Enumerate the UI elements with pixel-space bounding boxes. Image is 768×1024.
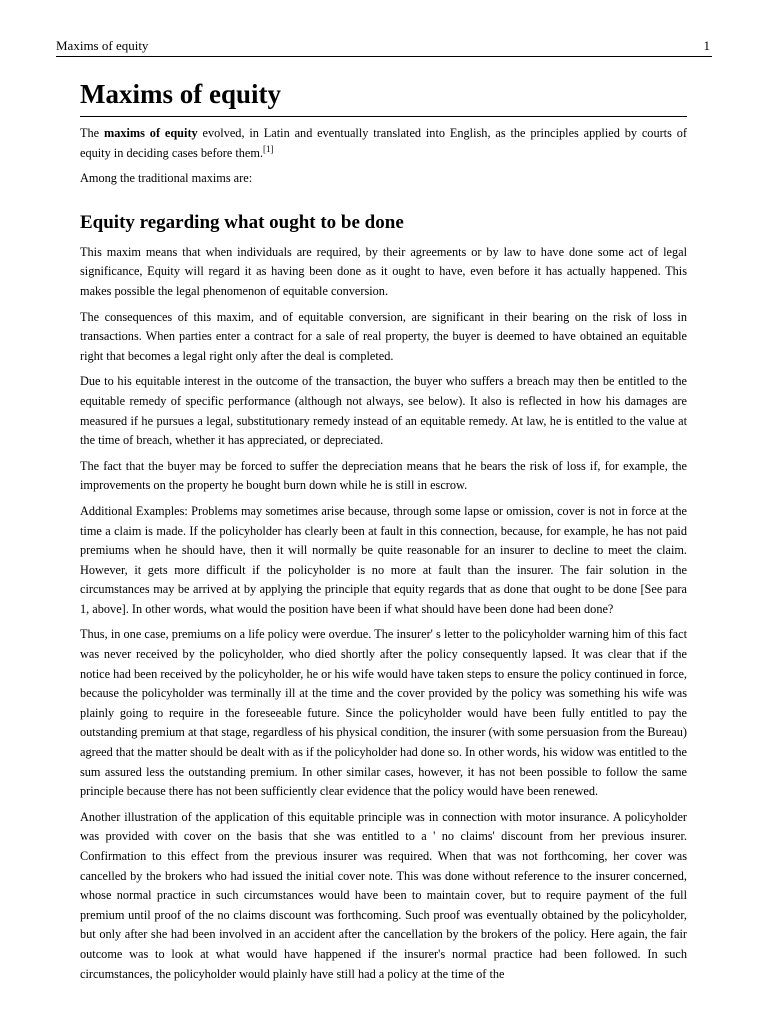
body-paragraph: The fact that the buyer may be forced to suffer the depreciation means that he bears the risk of loss if, for example, the improvements on the property he bought burn down while he is still in escrow.: [80, 458, 687, 493]
body-paragraph: The consequences of this maxim, and of equitable conversion, are significant in their bearing on the risk of loss in transactions. When parties enter a contract for a sale of real property, the buyer is deemed to have obtained an equitable right that becomes a legal right only after the deal is completed.: [80, 309, 687, 363]
intro-text: evolved, in Latin and eventually translated into English, as the principles applied by courts of equity in deciding cases before them.: [80, 126, 687, 160]
intro-paragraph: [80, 124, 687, 163]
section-heading: Equity regarding what ought to be done: [80, 211, 404, 233]
intro-paragraph-2: Among the traditional maxims are:: [80, 171, 253, 186]
intro-prefix: The: [80, 126, 104, 140]
page-title: Maxims of equity: [80, 76, 687, 117]
body-paragraph: Thus, in one case, premiums on a life policy were overdue. The insurer' s letter to the policyholder warning him of this fact was never received by the policyholder, who died shortly after the policy consequently lapsed. It was clear that if the notice had been received by the policyholder, he or his wife would have taken steps to ensure the policy continued in force, because the policyholder was terminally ill at the time and the cover provided by the policy was something his wife was plainly going to require in the foreseeable future. Since the policyholder would have been fully entitled to pay the outstanding premium at that stage, regardless of his physical condition, the insurer (with some persuasion from the Bureau) agreed that the matter should be dealt with as if the policyholder had done so. In other words, his widow was entitled to the sum assured less the outstanding premium. In other similar cases, however, it has not been possible to follow the same principle because there has not been sufficiently clear evidence that the policy would have been renewed.: [80, 627, 687, 799]
running-title: Maxims of equity: [56, 38, 149, 53]
body-paragraph: Due to his equitable interest in the outcome of the transaction, the buyer who suffers a breach may then be entitled to the equitable remedy of specific performance (although not always, see below). It also is reflected in how his damages are measured if he pursues a legal, substitutionary remedy instead of an equitable remedy. At law, he is entitled to the value at the time of breach, whether it has appreciated, or depreciated.: [80, 374, 687, 448]
citation-link[interactable]: [1]: [263, 143, 274, 154]
body-paragraph: Additional Examples: Problems may sometimes arise because, through some lapse or omission, cover is not in force at the time a claim is made. If the policyholder has clearly been at fault in this connection, because, for example, he has not paid premiums when he should have, then it will normally be quite reasonable for an insurer to decline to meet the claim. However, it gets more difficult if the policyholder is no more at fault than the insurer. The fair solution in the circumstances may be arrived at by applying the principle that equity regards that as done that ought to be done [See para 1, above]. In other words, what would the position have been if what should have been done had been done?: [80, 503, 687, 616]
body-paragraph: Another illustration of the application of this equitable principle was in connection with motor insurance. A policyholder was provided with cover on the basis that she was entitled to a ' no claims' discount from her previous insurer. Confirmation to this effect from the previous insurer was required. When that was not forthcoming, her cover was cancelled by the brokers who had issued the initial cover note. This was done without reference to the insurer concerned, whose normal practice in such circumstances would have been to maintain cover, but to require payment of the full premium until proof of the no claims discount was forthcoming. Such proof was eventually obtained by the policyholder, but only after she had been involved in an accident after the cancellation by the brokers of the policy. Here again, the fair outcome was to look at what would have happened if the insurer's normal practice had been followed. In such circumstances, the policyholder would plainly have still had a policy at the time of the: [80, 809, 687, 981]
running-header: [56, 38, 712, 57]
page-number: 1: [703, 38, 710, 53]
body-paragraph: This maxim means that when individuals are required, by their agreements or by law to have done some act of legal significance, Equity will regard it as having been done as it ought to have, even before it has actually happened. This makes possible the legal phenomenon of equitable conversion.: [80, 244, 687, 298]
article-body: [80, 76, 687, 990]
intro-bold-term: maxims of equity: [103, 126, 198, 140]
